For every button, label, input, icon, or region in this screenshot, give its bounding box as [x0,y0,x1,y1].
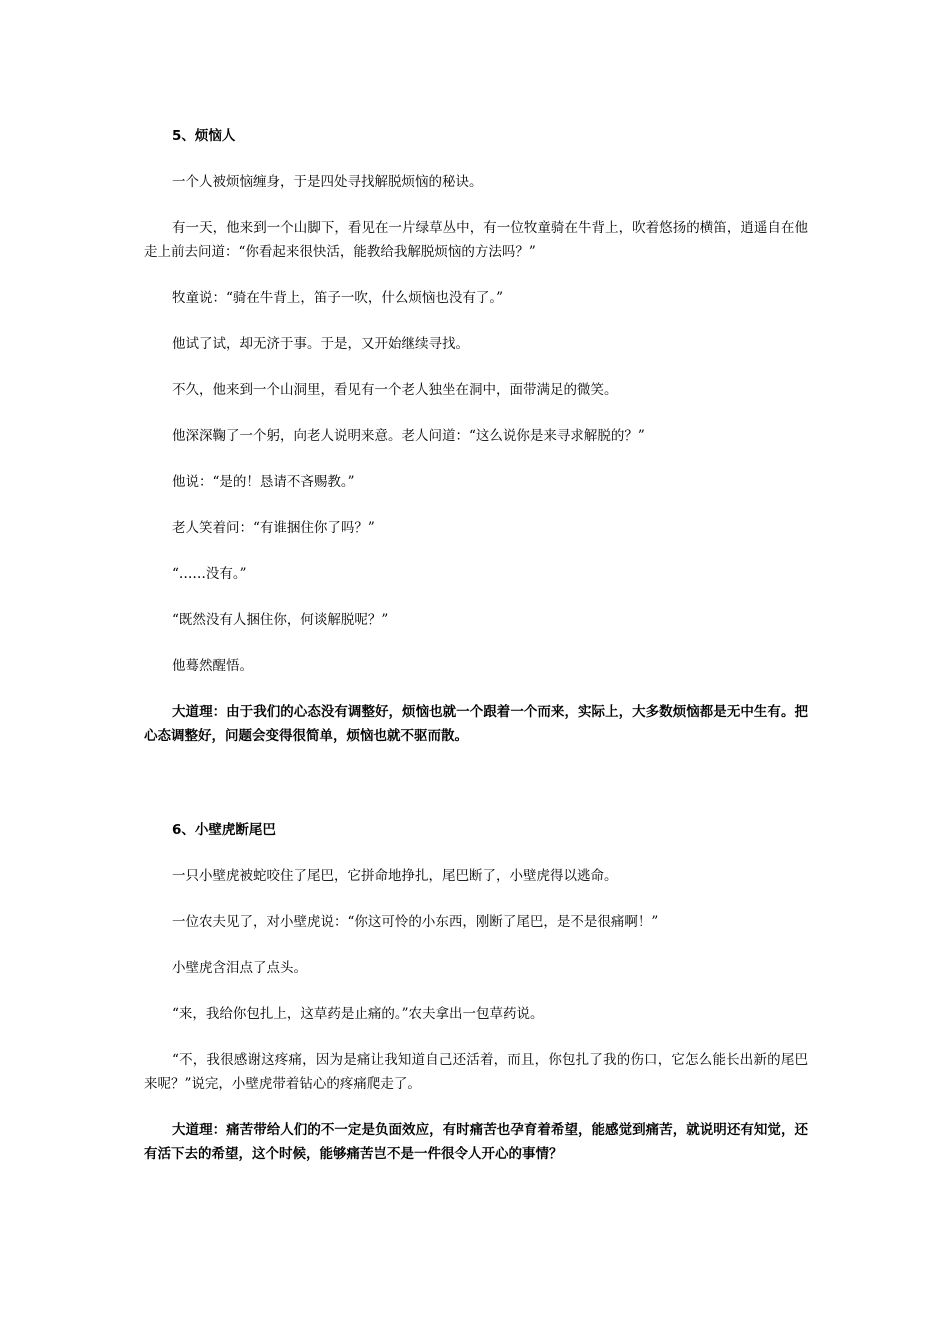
paragraph: “不，我很感谢这疼痛，因为是痛让我知道自己还活着，而且，你包扎了我的伤口，它怎么能长出新的尾巴来呢？”说完，小壁虎带着钻心的疼痛爬走了。 [144,1052,808,1092]
moral-text: 大道理：由于我们的心态没有调整好，烦恼也就一个跟着一个而来，实际上，大多数烦恼都是无中生有。把心态调整好，问题会变得很简单，烦恼也就不驱而散。 [144,704,808,744]
paragraph: 一个人被烦恼缠身，于是四处寻找解脱烦恼的秘诀。 [172,174,483,190]
paragraph: “……没有。” [172,566,247,582]
paragraph: 牧童说：“骑在牛背上，笛子一吹，什么烦恼也没有了。” [172,290,504,306]
paragraph: 他深深鞠了一个躬，向老人说明来意。老人问道：“这么说你是来寻求解脱的？” [172,428,645,444]
paragraph: 不久，他来到一个山洞里，看见有一个老人独坐在洞中，面带满足的微笑。 [172,382,618,398]
story-section [144,124,808,748]
section-heading: 5、烦恼人 [172,128,236,144]
paragraph: “来，我给你包扎上，这草药是止痛的。”农夫拿出一包草药说。 [172,1006,544,1022]
paragraph: 老人笑着问：“有谁捆住你了吗？” [172,520,375,536]
paragraph: 他说：“是的！恳请不吝赐教。” [172,474,355,490]
paragraph: 一只小壁虎被蛇咬住了尾巴，它拼命地挣扎，尾巴断了，小壁虎得以逃命。 [172,868,618,884]
paragraph: 他试了试，却无济于事。于是，又开始继续寻找。 [172,336,469,352]
paragraph: 有一天，他来到一个山脚下，看见在一片绿草丛中，有一位牧童骑在牛背上，吹着悠扬的横笛，逍遥自在他走上前去问道：“你看起来很快活，能教给我解脱烦恼的方法吗？” [144,220,808,260]
paragraph: 他蓦然醒悟。 [172,658,253,674]
document-body [144,124,808,1166]
moral-text: 大道理：痛苦带给人们的不一定是负面效应，有时痛苦也孕育着希望，能感觉到痛苦，就说明还有知觉，还有活下去的希望，这个时候，能够痛苦岂不是一件很令人开心的事情？ [144,1122,808,1162]
paragraph: 一位农夫见了，对小壁虎说：“你这可怜的小东西，刚断了尾巴，是不是很痛啊！” [172,914,659,930]
section-heading: 6、小壁虎断尾巴 [172,822,276,838]
story-section [144,818,808,1166]
paragraph: 小壁虎含泪点了点头。 [172,960,307,976]
paragraph: “既然没有人捆住你，何谈解脱呢？” [172,612,389,628]
